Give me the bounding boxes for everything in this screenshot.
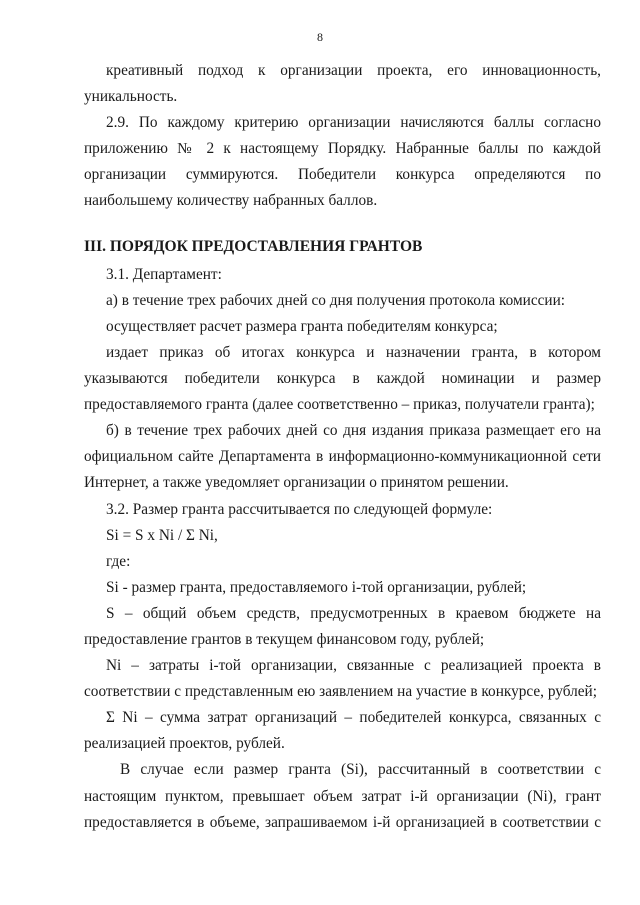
paragraph-criteria-end: креативный подход к организации проекта, его инновационность, уникальность. — [84, 62, 601, 106]
paragraph-3-1-a: а) в течение трех рабочих дней со дня получения протокола комиссии: — [106, 291, 566, 309]
paragraph-2-9: 2.9. По каждому критерию организации начисляются баллы согласно приложению № 2 к настоящему Порядку. Набранные баллы по каждой организации суммируются. Победители конкурса определяются по наибольшему количеству набранных баллов. — [84, 114, 601, 210]
paragraph-calc: осуществляет расчет размера гранта победителям конкурса; — [106, 317, 498, 335]
paragraph-excess: В случае если размер гранта (Si), рассчитанный в соответствии с настоящим пунктом, превышает объем затрат i-й организации (Ni), грант предоставляется в объеме, запрашиваемом i-й организацией в соответствии с — [84, 761, 601, 831]
paragraph-3-2: 3.2. Размер гранта рассчитывается по следующей формуле: — [106, 500, 493, 518]
definition-sum-ni: Σ Ni – сумма затрат организаций – победителей конкурса, связанных с реализацией проектов, рублей. — [84, 709, 601, 753]
definition-si: Si - размер гранта, предоставляемого i-той организации, рублей; — [106, 578, 527, 596]
formula: Si = S x Ni / Σ Ni, — [106, 526, 218, 544]
paragraph-3-1: 3.1. Департамент: — [106, 265, 222, 283]
section-heading: III. ПОРЯДОК ПРЕДОСТАВЛЕНИЯ ГРАНТОВ — [84, 237, 423, 255]
paragraph-where: где: — [106, 552, 131, 570]
paragraph-3-1-b: б) в течение трех рабочих дней со дня издания приказа размещает его на официальном сайте Департамента в информационно-коммуникационной сети Интернет, а также уведомляет организации о принятом решении. — [84, 422, 601, 492]
document-body — [84, 58, 601, 836]
definition-ni: Ni – затраты i-той организации, связанные с реализацией проекта в соответствии с представленным ею заявлением на участие в конкурсе, рублей; — [84, 657, 601, 701]
paragraph-order: издает приказ об итогах конкурса и назначении гранта, в котором указываются победители конкурса в каждой номинации и размер предоставляемого гранта (далее соответственно – приказ, получатели гранта); — [84, 343, 601, 414]
definition-s: S – общий объем средств, предусмотренных в краевом бюджете на предоставление грантов в текущем финансовом году, рублей; — [84, 604, 601, 648]
page-number: 8 — [317, 30, 323, 44]
